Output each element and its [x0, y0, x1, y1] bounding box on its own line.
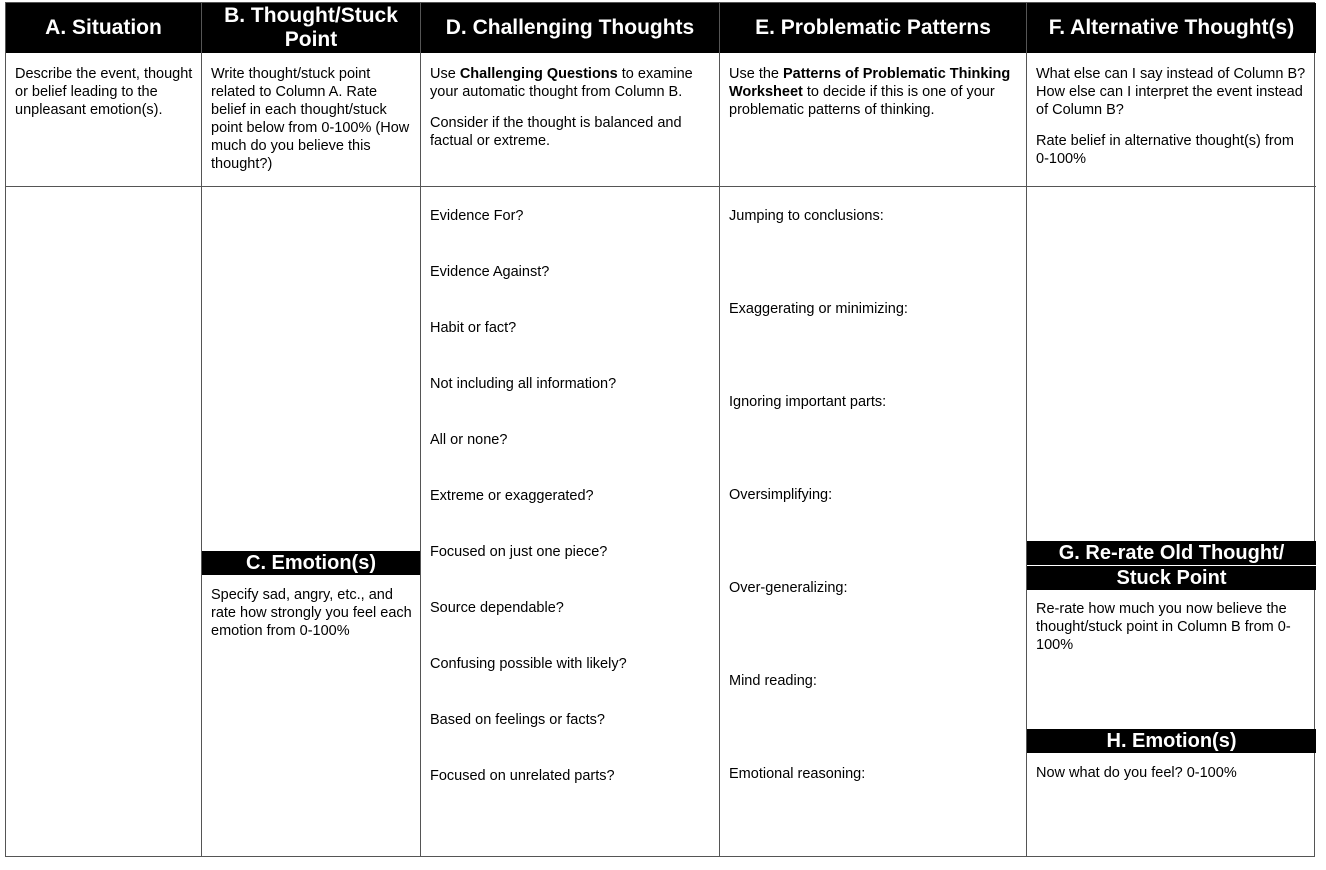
- column-e: [719, 3, 1026, 856]
- column-c-header: C. Emotion(s): [202, 551, 420, 575]
- column-f-description: [1036, 65, 1308, 181]
- column-d-description: Use Challenging Questions to examine your automatic thought from Column B. Consider if the thought is balanced and factual or extreme.: [430, 65, 711, 163]
- column-d-header: D. Challenging Thoughts: [421, 3, 719, 53]
- column-c-description: Specify sad, angry, etc., and rate how strongly you feel each emotion from 0-100%: [211, 587, 412, 639]
- column-g-header-line-2: Stuck Point: [1027, 565, 1316, 590]
- column-d-divider: [421, 186, 719, 187]
- column-a-description: [15, 65, 193, 132]
- worksheet: [5, 2, 1315, 857]
- column-b: [201, 3, 420, 856]
- column-e-divider: [720, 186, 1026, 187]
- problematic-pattern: Jumping to conclusions:: [729, 208, 884, 224]
- problematic-pattern: Mind reading:: [729, 673, 817, 689]
- problematic-pattern: Emotional reasoning:: [729, 766, 866, 782]
- problematic-pattern: Ignoring important parts:: [729, 394, 887, 410]
- column-g-description: Re-rate how much you now believe the thought/stuck point in Column B from 0-100%: [1036, 601, 1291, 653]
- challenging-question: Focused on just one piece?: [430, 544, 608, 560]
- column-f-divider: [1027, 186, 1316, 187]
- challenging-question: Focused on unrelated parts?: [430, 768, 615, 784]
- column-b-header: B. Thought/Stuck Point: [202, 3, 420, 53]
- column-f-header: F. Alternative Thought(s): [1027, 3, 1316, 53]
- column-b-divider: [202, 186, 420, 187]
- column-a: [6, 3, 201, 856]
- column-a-description-text: Describe the event, thought or belief leading to the unpleasant emotion(s).: [15, 66, 193, 118]
- column-f-description-text: What else can I say instead of Column B? How else can I interpret the event instead of Column B?: [1036, 66, 1306, 118]
- challenging-question: Habit or fact?: [430, 320, 517, 336]
- challenging-question: Not including all information?: [430, 376, 617, 392]
- column-d-description-text-2: Consider if the thought is balanced and factual or extreme.: [430, 115, 682, 149]
- problematic-pattern: Exaggerating or minimizing:: [729, 301, 908, 317]
- column-f: [1026, 3, 1316, 856]
- column-g-header: [1027, 541, 1316, 590]
- challenging-question: Confusing possible with likely?: [430, 656, 627, 672]
- column-h-description: Now what do you feel? 0-100%: [1036, 765, 1237, 781]
- challenging-question: Source dependable?: [430, 600, 564, 616]
- challenging-questions-term: Challenging Questions: [459, 66, 618, 82]
- challenging-question: Extreme or exaggerated?: [430, 488, 594, 504]
- problematic-pattern: Over-generalizing:: [729, 580, 848, 596]
- challenging-question: Evidence For?: [430, 208, 524, 224]
- column-e-header: E. Problematic Patterns: [720, 3, 1026, 53]
- column-d: [420, 3, 719, 856]
- column-f-description-text-2: Rate belief in alternative thought(s) from 0-100%: [1036, 133, 1294, 167]
- column-a-divider: [6, 186, 201, 187]
- column-e-description: Use the Patterns of Problematic Thinking Worksheet to decide if this is one of your problematic patterns of thinking.: [729, 66, 1011, 118]
- column-a-header: A. Situation: [6, 3, 201, 53]
- column-b-description-text: Write thought/stuck point related to Column A. Rate belief in each thought/stuck point below from 0-100% (How much do you believe this thought?): [211, 66, 410, 172]
- challenging-question: Based on feelings or facts?: [430, 712, 605, 728]
- patterns-worksheet-term: Patterns of Problematic Thinking Worksheet: [729, 66, 1011, 100]
- challenging-question: Evidence Against?: [430, 264, 550, 280]
- column-b-description: [211, 65, 412, 186]
- challenging-question: All or none?: [430, 432, 508, 448]
- problematic-pattern: Oversimplifying:: [729, 487, 833, 503]
- column-g-header-line-1: G. Re-rate Old Thought/: [1058, 542, 1285, 564]
- column-h-header: H. Emotion(s): [1027, 729, 1316, 753]
